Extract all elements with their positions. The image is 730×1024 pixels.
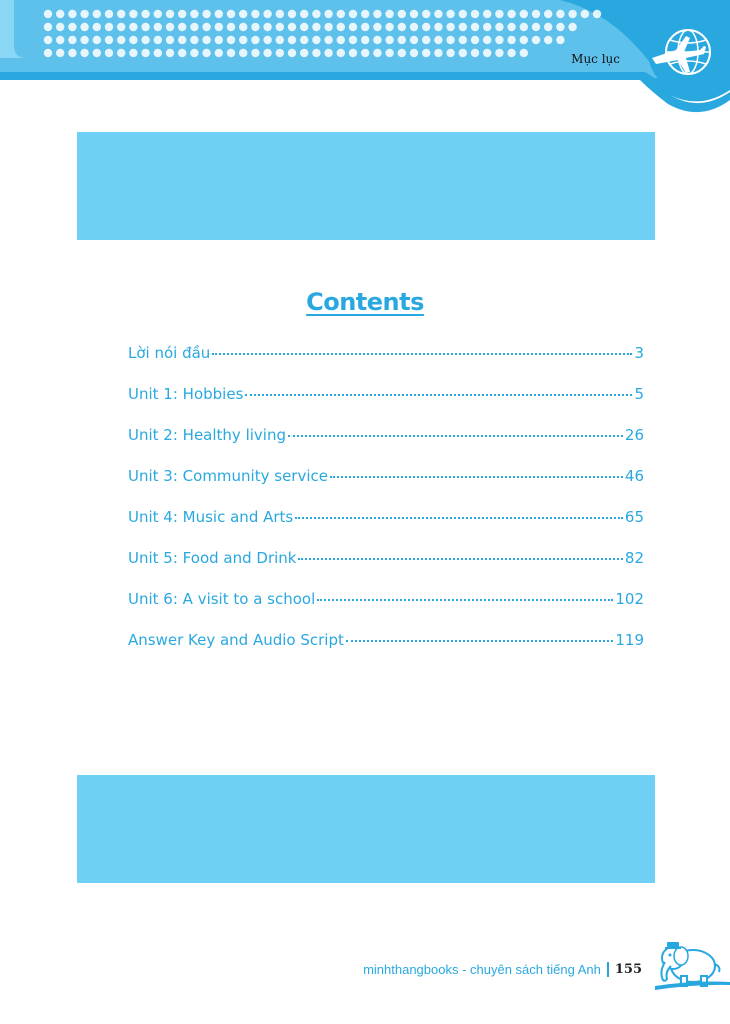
- toc-entry-label: Unit 4: Music and Arts: [128, 508, 294, 526]
- toc-entry-page: 46: [624, 467, 644, 485]
- toc-entry-label: Answer Key and Audio Script: [128, 631, 344, 649]
- toc-entry[interactable]: [128, 385, 644, 426]
- toc-entry-label: Unit 5: Food and Drink: [128, 549, 297, 567]
- page-number: 155: [614, 962, 642, 977]
- toc-entry-label: Lời nói đầu: [128, 344, 211, 362]
- footer-curve: [655, 980, 730, 1000]
- toc-entry-label: Unit 2: Healthy living: [128, 426, 286, 444]
- toc-leader-dots: [288, 435, 623, 437]
- toc-entry[interactable]: [128, 549, 644, 590]
- toc-entry-label: Unit 3: Community service: [128, 467, 328, 485]
- toc-leader-dots: [317, 599, 613, 601]
- top-banner: [77, 132, 655, 240]
- header-band: [0, 0, 730, 130]
- table-of-contents: [128, 344, 644, 672]
- toc-leader-dots: [346, 640, 613, 642]
- toc-entry-page: 26: [624, 426, 644, 444]
- toc-entry-page: 3: [634, 344, 644, 362]
- toc-entry-label: Unit 6: A visit to a school: [128, 590, 316, 608]
- toc-entry-page: 5: [634, 385, 644, 403]
- toc-leader-dots: [330, 476, 623, 478]
- toc-entry[interactable]: [128, 344, 644, 385]
- footer-publisher-text: minhthangbooks - chuyên sách tiếng Anh: [363, 962, 601, 977]
- bottom-banner: [77, 775, 655, 883]
- toc-entry[interactable]: [128, 467, 644, 508]
- footer: [363, 962, 642, 977]
- toc-entry-page: 65: [624, 508, 644, 526]
- toc-entry[interactable]: [128, 426, 644, 467]
- toc-entry-label: Unit 1: Hobbies: [128, 385, 244, 403]
- section-label: Mục lục: [571, 52, 620, 66]
- toc-entry-page: 102: [615, 590, 644, 608]
- page-header: [0, 0, 730, 130]
- toc-entry-page: 82: [624, 549, 644, 567]
- toc-entry[interactable]: [128, 631, 644, 672]
- toc-leader-dots: [245, 394, 632, 396]
- footer-divider: [607, 962, 609, 977]
- toc-entry[interactable]: [128, 508, 644, 549]
- page-title: Contents: [306, 288, 424, 316]
- toc-entry-page: 119: [615, 631, 644, 649]
- toc-entry[interactable]: [128, 590, 644, 631]
- toc-leader-dots: [212, 353, 632, 355]
- toc-leader-dots: [298, 558, 622, 560]
- toc-leader-dots: [295, 517, 623, 519]
